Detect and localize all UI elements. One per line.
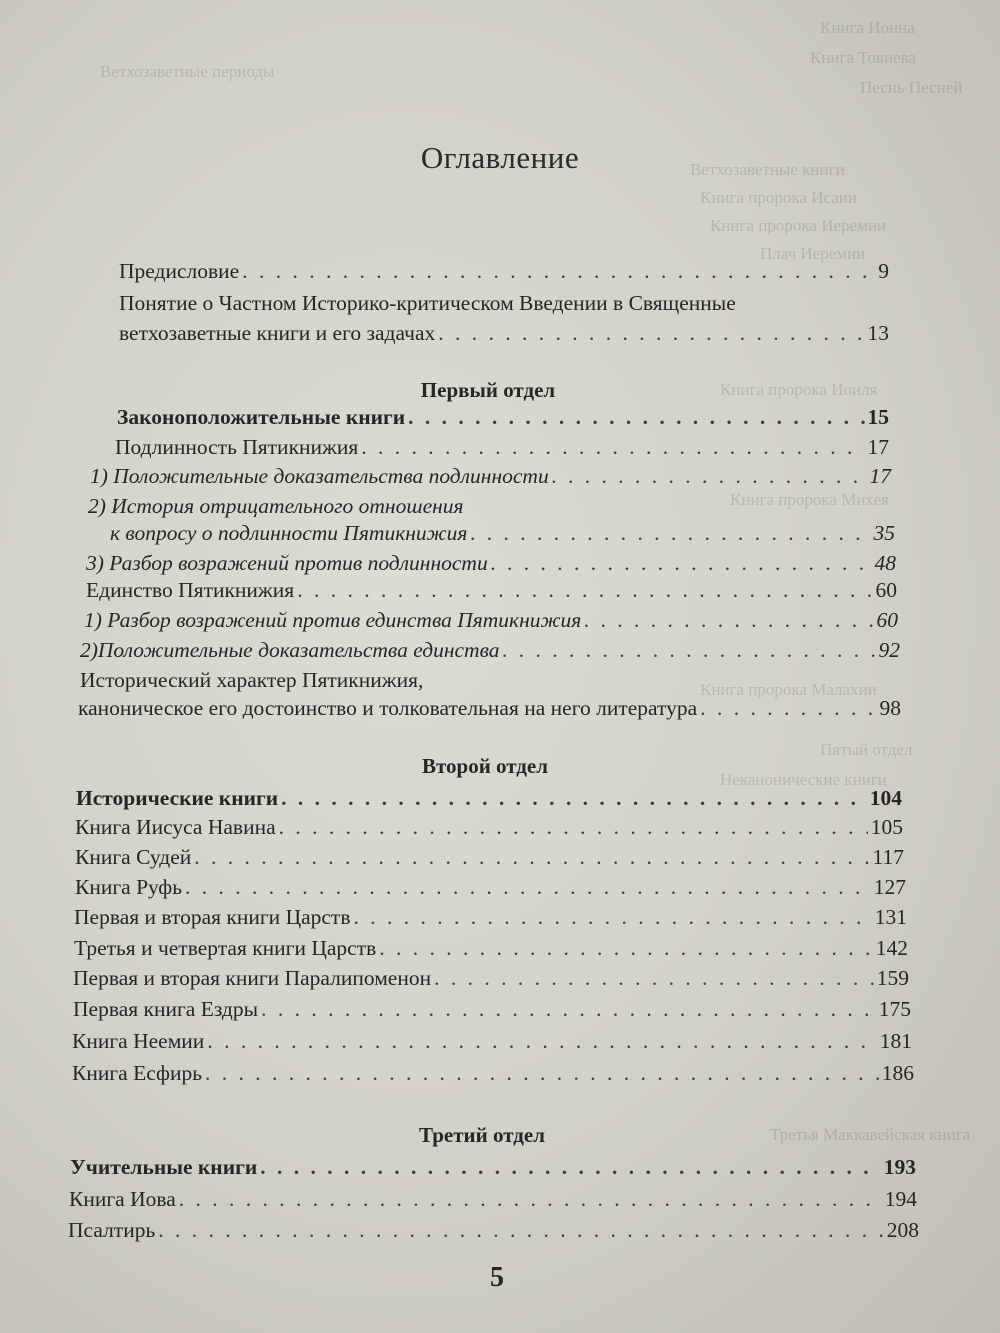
leader-dots <box>408 403 864 431</box>
toc-entry-label: Единство Пятикнижия <box>86 578 295 602</box>
leader-dots <box>179 1185 882 1213</box>
section-heading-third: Третий отдел <box>419 1123 545 1147</box>
toc-entry-label: 1) Положительные доказательства подлинности <box>90 464 549 488</box>
toc-entry-page: 127 <box>873 875 906 899</box>
leader-dots <box>185 873 871 901</box>
toc-entry-concept[interactable] <box>119 319 889 347</box>
leader-dots <box>361 433 864 461</box>
toc-entry-page: 159 <box>876 966 909 990</box>
toc-entry[interactable] <box>70 1153 916 1181</box>
leader-dots <box>438 319 864 347</box>
toc-entry-label: к вопросу о подлинности Пятикнижия <box>110 521 468 545</box>
toc-entry-page: 186 <box>881 1061 914 1085</box>
leader-dots <box>700 694 876 722</box>
toc-entry-label: Книга Неемии <box>72 1029 205 1053</box>
toc-entry-page: 98 <box>879 696 901 720</box>
toc-entry-label: 2)Положительные доказательства единства <box>80 638 500 662</box>
leader-dots <box>584 606 873 634</box>
leader-dots <box>242 257 875 285</box>
toc-entry-page: 131 <box>874 905 907 929</box>
leader-dots <box>194 843 869 871</box>
toc-entry-label-line1: Исторический характер Пятикнижия, <box>80 668 424 692</box>
toc-entry-label: Книга Руфь <box>75 875 182 899</box>
toc-entry-label: Третья и четвертая книги Царств <box>74 936 377 960</box>
toc-entry[interactable] <box>72 1059 914 1087</box>
toc-entry-page: 48 <box>874 551 896 575</box>
toc-entry-label-line1: 2) История отрицательного отношения <box>88 494 464 518</box>
toc-entry-page: 105 <box>870 815 903 839</box>
toc-entry-label: Первая и вторая книги Паралипоменон <box>73 966 432 990</box>
leader-dots <box>491 549 872 577</box>
toc-entry-label: Книга Судей <box>75 845 192 869</box>
leader-dots <box>279 813 868 841</box>
toc-entry-label: Предисловие <box>119 259 240 283</box>
page-title: Оглавление <box>420 140 580 175</box>
toc-entry-page: 194 <box>884 1187 917 1211</box>
toc-entry-page: 17 <box>867 435 889 459</box>
leader-dots <box>260 1153 881 1181</box>
toc-entry-page: 142 <box>875 936 908 960</box>
toc-entry-page: 92 <box>878 638 900 662</box>
toc-entry[interactable] <box>78 694 901 722</box>
toc-entry[interactable] <box>74 903 907 931</box>
toc-entry-label-line1: Понятие о Частном Историко-критическом Введении в Священные <box>119 291 736 315</box>
toc-entry-label: ветхозаветные книги и его задачах <box>119 321 436 345</box>
toc-entry[interactable] <box>115 433 889 461</box>
toc-entry[interactable] <box>74 934 908 962</box>
toc-entry-page: 15 <box>867 405 889 429</box>
section-heading-first: Первый отдел <box>420 378 556 402</box>
toc-entry-page: 9 <box>878 259 889 283</box>
leader-dots <box>434 964 874 992</box>
toc-entry[interactable] <box>68 1216 919 1244</box>
toc-entry-label: Первая и вторая книги Царств <box>74 905 351 929</box>
leader-dots <box>205 1059 879 1087</box>
leader-dots <box>353 903 871 931</box>
toc-entry-label: Книга Есфирь <box>72 1061 203 1085</box>
toc-entry-label: Псалтирь <box>68 1218 156 1242</box>
page-number: 5 <box>490 1262 504 1293</box>
toc-entry[interactable] <box>75 873 906 901</box>
leader-dots <box>207 1027 876 1055</box>
leader-dots <box>503 636 876 664</box>
toc-entry[interactable] <box>72 1027 912 1055</box>
toc-entry-page: 181 <box>879 1029 912 1053</box>
toc-entry[interactable] <box>117 403 889 431</box>
toc-entry-label: Учительные книги <box>70 1155 258 1179</box>
toc-entry-label: Исторические книги <box>76 786 279 810</box>
leader-dots <box>281 784 867 812</box>
toc-entry-label: 3) Разбор возражений против подлинности <box>86 551 488 575</box>
toc-entry-preface[interactable] <box>119 257 889 285</box>
leader-dots <box>297 576 872 604</box>
toc-entry-page: 193 <box>883 1155 916 1179</box>
toc-entry[interactable] <box>84 606 898 634</box>
toc-entry[interactable] <box>75 843 904 871</box>
toc-entry-page: 60 <box>876 608 898 632</box>
leader-dots <box>470 519 870 547</box>
toc-entry-page: 35 <box>873 521 895 545</box>
toc-entry-label: Книга Иисуса Навина <box>75 815 276 839</box>
toc-entry[interactable] <box>80 636 900 664</box>
toc-entry-label: Подлинность Пятикнижия <box>115 435 359 459</box>
toc-entry[interactable] <box>86 576 897 604</box>
toc-entry-label: каноническое его достоинство и толковательная на него литература <box>78 696 698 720</box>
toc-entry[interactable] <box>76 784 902 812</box>
toc-entry-label: 1) Разбор возражений против единства Пятикнижия <box>84 608 582 632</box>
toc-entry-page: 104 <box>869 786 902 810</box>
toc-entry[interactable] <box>75 813 903 841</box>
toc-entry-label: Первая книга Ездры <box>73 997 259 1021</box>
toc-entry[interactable] <box>86 549 896 577</box>
toc-entry-page: 17 <box>869 464 891 488</box>
toc-entry-page: 208 <box>886 1218 919 1242</box>
toc-entry-label: Законоположительные книги <box>117 405 406 429</box>
toc-entry-page: 13 <box>867 321 889 345</box>
leader-dots <box>261 995 876 1023</box>
leader-dots <box>552 462 867 490</box>
toc-entry-page: 60 <box>875 578 897 602</box>
leader-dots <box>158 1216 884 1244</box>
toc-entry-label: Книга Иова <box>69 1187 176 1211</box>
toc-entry[interactable] <box>73 964 909 992</box>
toc-entry-page: 117 <box>872 845 904 869</box>
toc-entry[interactable] <box>110 519 895 547</box>
toc-entry[interactable] <box>69 1185 917 1213</box>
toc-entry[interactable] <box>73 995 911 1023</box>
leader-dots <box>379 934 872 962</box>
toc-entry-page: 175 <box>878 997 911 1021</box>
toc-entry[interactable] <box>90 462 891 490</box>
section-heading-second: Второй отдел <box>421 754 549 778</box>
